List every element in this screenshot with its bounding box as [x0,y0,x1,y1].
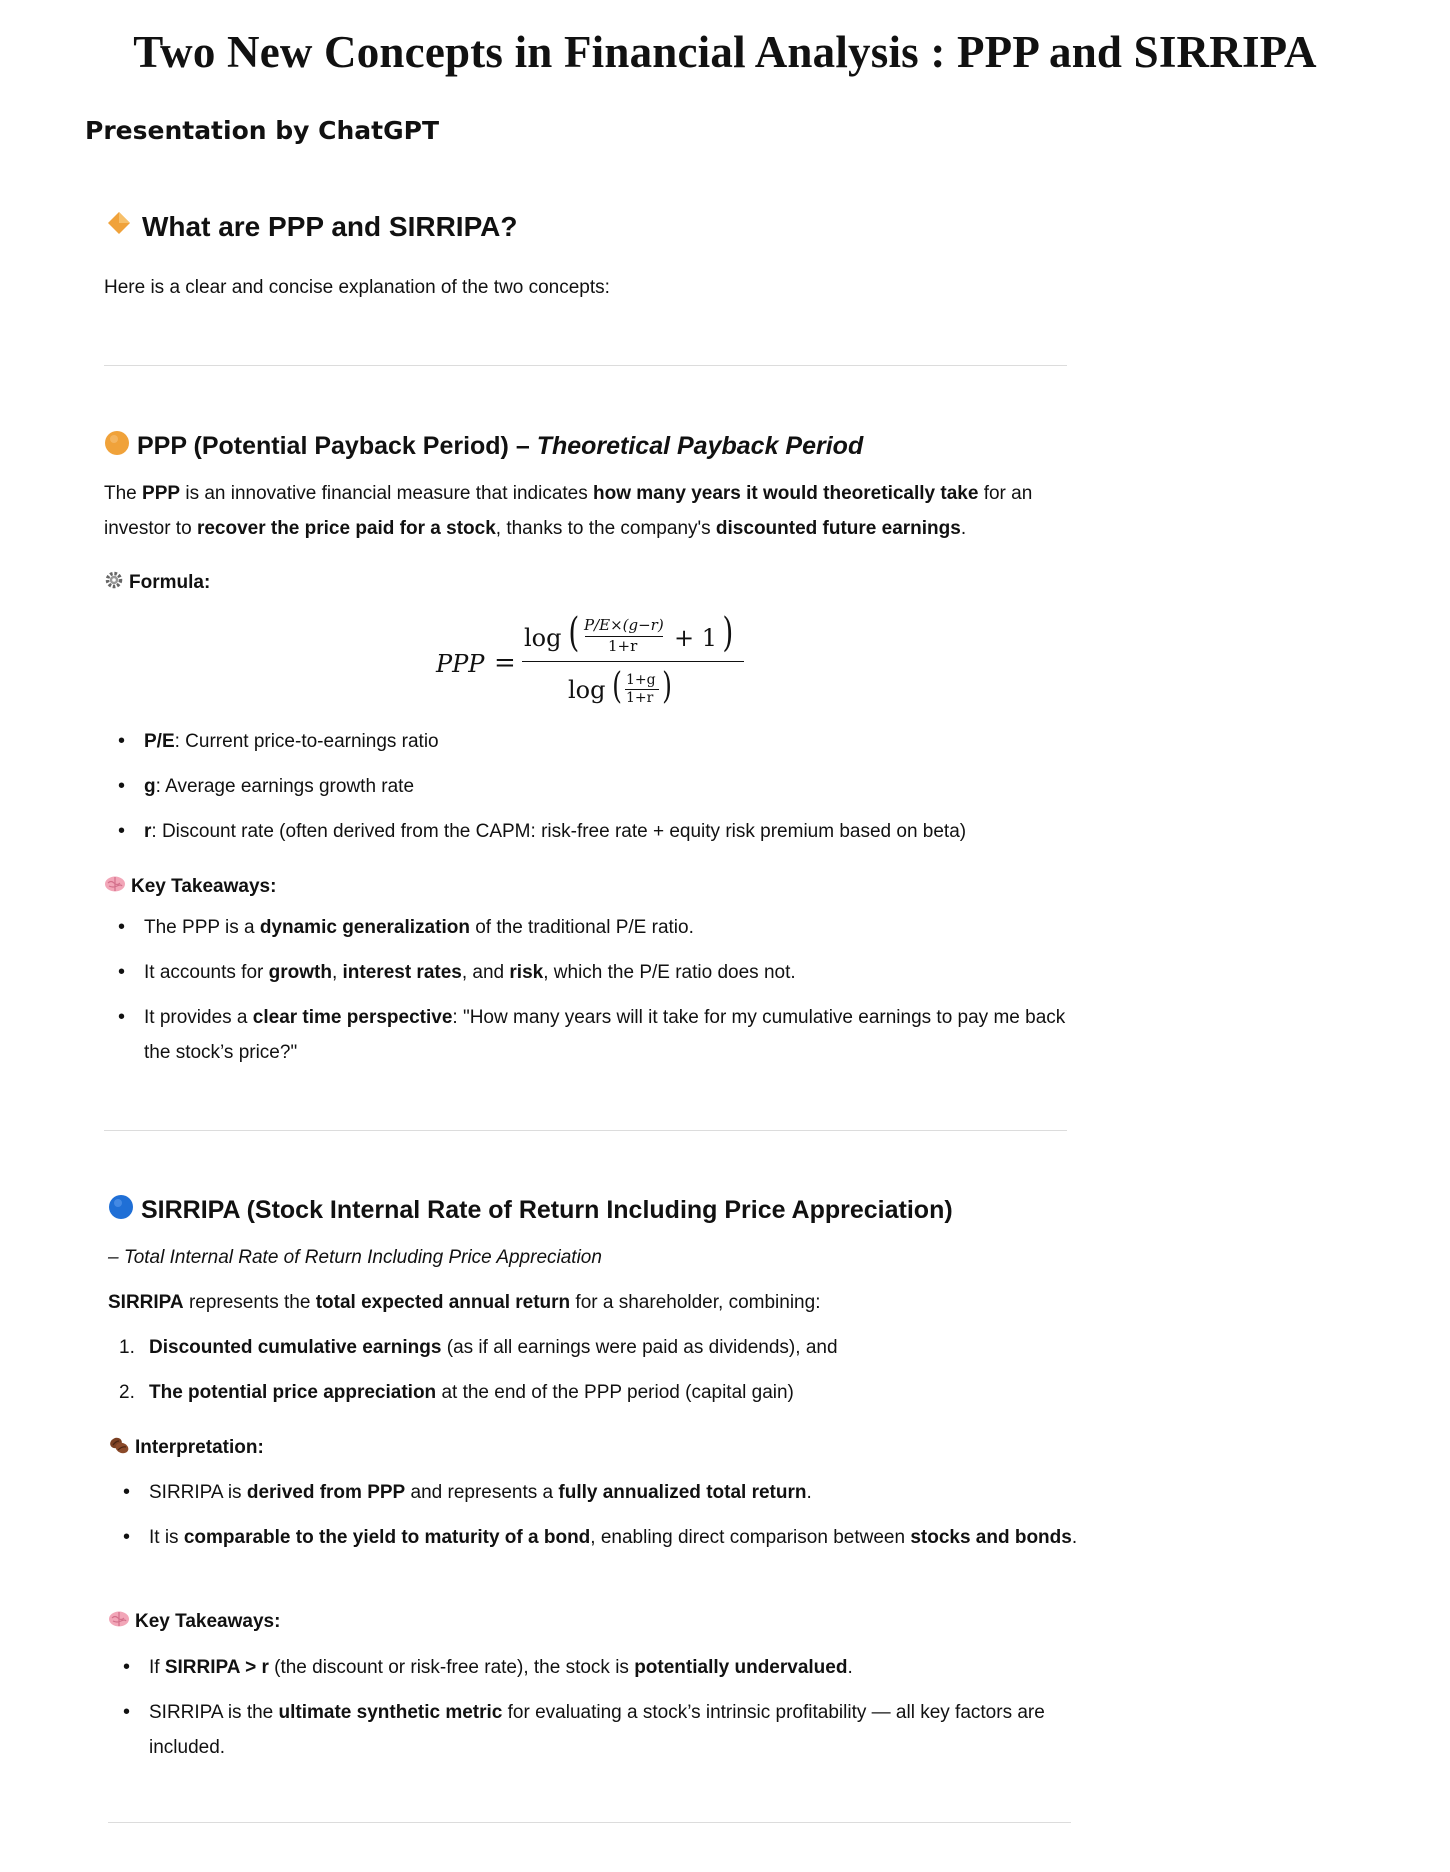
text: . [1071,1527,1078,1548]
paren-close: ) [662,666,672,707]
emphasis: dynamic generalization [259,917,470,938]
paren-close: ) [722,610,734,656]
divider [108,1822,1071,1823]
variable-term: g [144,776,156,797]
emphasis: PPP [142,483,181,504]
gear-icon [104,570,124,596]
ppp-heading-italic: Theoretical Payback Period [536,432,864,460]
ppp-heading-main: PPP (Potential Payback Period) – [137,432,537,460]
text: It is [149,1527,184,1548]
text: represents the [183,1292,316,1313]
text: , and [461,962,510,983]
bullet-dot: • [118,916,126,938]
orange-diamond-icon [106,210,132,243]
takeaway-item [123,1650,1079,1685]
bullet-dot: • [118,775,126,797]
emphasis: interest rates [342,962,462,983]
bullet-dot: • [118,961,126,983]
sirripa-heading-text: SIRRIPA (Stock Internal Rate of Return Including Price Appreciation) [141,1196,953,1224]
emphasis: total expected annual return [315,1292,571,1313]
variable-item [118,724,1074,759]
emphasis: clear time perspective [252,1007,453,1028]
emphasis: stocks and bonds [910,1527,1072,1548]
text: of the traditional P/E ratio. [469,917,694,938]
text: at the end of the PPP period (capital gain) [436,1382,794,1403]
text: If [149,1657,165,1678]
intro-heading [106,210,517,243]
text: , [331,962,343,983]
divider [104,365,1067,366]
text: The PPP is a [144,917,260,938]
bullet-dot: • [118,730,126,752]
emphasis: risk [509,962,544,983]
variable-term: r [144,821,152,842]
emphasis: derived from PPP [246,1482,406,1503]
numbered-item [119,1375,1079,1410]
divider [104,1130,1067,1131]
takeaway-item [123,1695,1079,1765]
formula-fraction-bar [522,661,744,662]
text: SIRRIPA is the [149,1702,279,1723]
numerator-frac-top: P/E×(g−r) [584,616,664,634]
text: for an investor to [104,483,1033,539]
bullet-dot: • [123,1701,131,1723]
interpretation-label-text: Interpretation: [135,1437,264,1458]
emphasis: ultimate synthetic metric [278,1702,503,1723]
intro-text: Here is a clear and concise explanation of the two concepts: [104,277,610,298]
intro-heading-text: What are PPP and SIRRIPA? [142,210,518,242]
text: for evaluating a stock’s intrinsic profitability — all key factors are included. [149,1702,1045,1758]
formula-denominator [524,666,744,712]
emphasis: growth [268,962,332,983]
text: . [847,1657,853,1678]
ppp-description [104,476,1094,546]
numerator-frac-bottom: 1+r [608,637,638,655]
variable-definition: : Current price-to-earnings ratio [174,731,439,752]
takeaway-item [118,955,1074,990]
bullet-dot: • [118,1006,126,1028]
bullet-dot: • [118,820,126,842]
document-subtitle: Presentation by ChatGPT [85,116,440,145]
emphasis: potentially undervalued [634,1657,848,1678]
paren-open: ( [568,610,580,656]
text: (as if all earnings were paid as dividends), and [441,1337,838,1358]
denominator-log: log [568,676,606,704]
brain-icon [104,875,126,899]
bullet-dot: • [123,1656,131,1678]
denominator-frac-bottom: 1+r [626,690,654,706]
text: for a shareholder, combining: [570,1292,821,1313]
variable-definition: : Discount rate (often derived from the CAPM: risk-free rate + equity risk premium based on beta) [151,821,967,842]
formula-label [104,570,210,596]
variable-item [118,814,1074,849]
brain-icon [108,1610,130,1634]
variable-item [118,769,1074,804]
emphasis: Discounted cumulative earnings [149,1337,442,1358]
takeaway-item [118,1000,1074,1070]
ppp-takeaways-label [104,875,276,899]
emphasis: recover the price paid for a stock [196,518,496,539]
formula-equals: = [494,648,516,678]
list-number: 2. [119,1382,135,1403]
sirripa-subtitle: – Total Internal Rate of Return Including Price Appreciation [108,1247,602,1268]
blue-circle-icon [108,1194,134,1227]
sirripa-description [108,1285,1098,1320]
bullet-dot: • [123,1481,131,1503]
text: : "How many years will it take for my cumulative earnings to pay me back the stock’s price?" [144,1007,1066,1063]
bullet-dot: • [123,1526,131,1548]
emphasis: how many years it would theoretically take [593,483,979,504]
numbered-item [119,1330,1079,1365]
text: . [806,1482,812,1503]
sirripa-takeaways-label [108,1610,280,1634]
document-title: Two New Concepts in Financial Analysis : PPP and SIRRIPA [133,27,1317,77]
sirripa-heading [108,1194,953,1227]
text: , which the P/E ratio does not. [543,962,796,983]
coffee-bean-icon [108,1435,130,1461]
text: It accounts for [144,962,269,983]
takeaways-label-text: Key Takeaways: [135,1611,281,1632]
variable-definition: : Average earnings growth rate [155,776,415,797]
text: is an innovative financial measure that indicates [180,483,594,504]
interpretation-item [123,1520,1079,1555]
text: (the discount or risk-free rate), the stock is [268,1657,635,1678]
text: It provides a [144,1007,253,1028]
emphasis: comparable to the yield to maturity of a bond [183,1527,591,1548]
emphasis: SIRRIPA [108,1292,184,1313]
takeaway-item [118,910,1074,945]
takeaways-label-text: Key Takeaways: [131,876,277,897]
text: , thanks to the company's [495,518,716,539]
ppp-heading [104,430,863,463]
emphasis: fully annualized total return [558,1482,807,1503]
emphasis: SIRRIPA > r [164,1657,269,1678]
emphasis: The potential price appreciation [149,1382,437,1403]
text: The [104,483,143,504]
formula-numerator [524,610,744,656]
denominator-frac-top: 1+g [626,672,656,688]
interpretation-label [108,1435,264,1461]
text: and represents a [405,1482,559,1503]
numerator-plus-one: + 1 [674,624,718,652]
text: . [960,518,967,539]
list-number: 1. [119,1337,135,1358]
formula-lhs: PPP [436,650,485,678]
numerator-log: log [524,624,562,652]
emphasis: discounted future earnings [715,518,961,539]
text: , enabling direct comparison between [590,1527,911,1548]
ppp-formula [436,610,756,710]
formula-label-text: Formula: [129,572,211,593]
interpretation-item [123,1475,1079,1510]
paren-open: ( [612,666,622,707]
orange-circle-icon [104,430,130,463]
variable-term: P/E [144,731,175,752]
text: SIRRIPA is [149,1482,247,1503]
